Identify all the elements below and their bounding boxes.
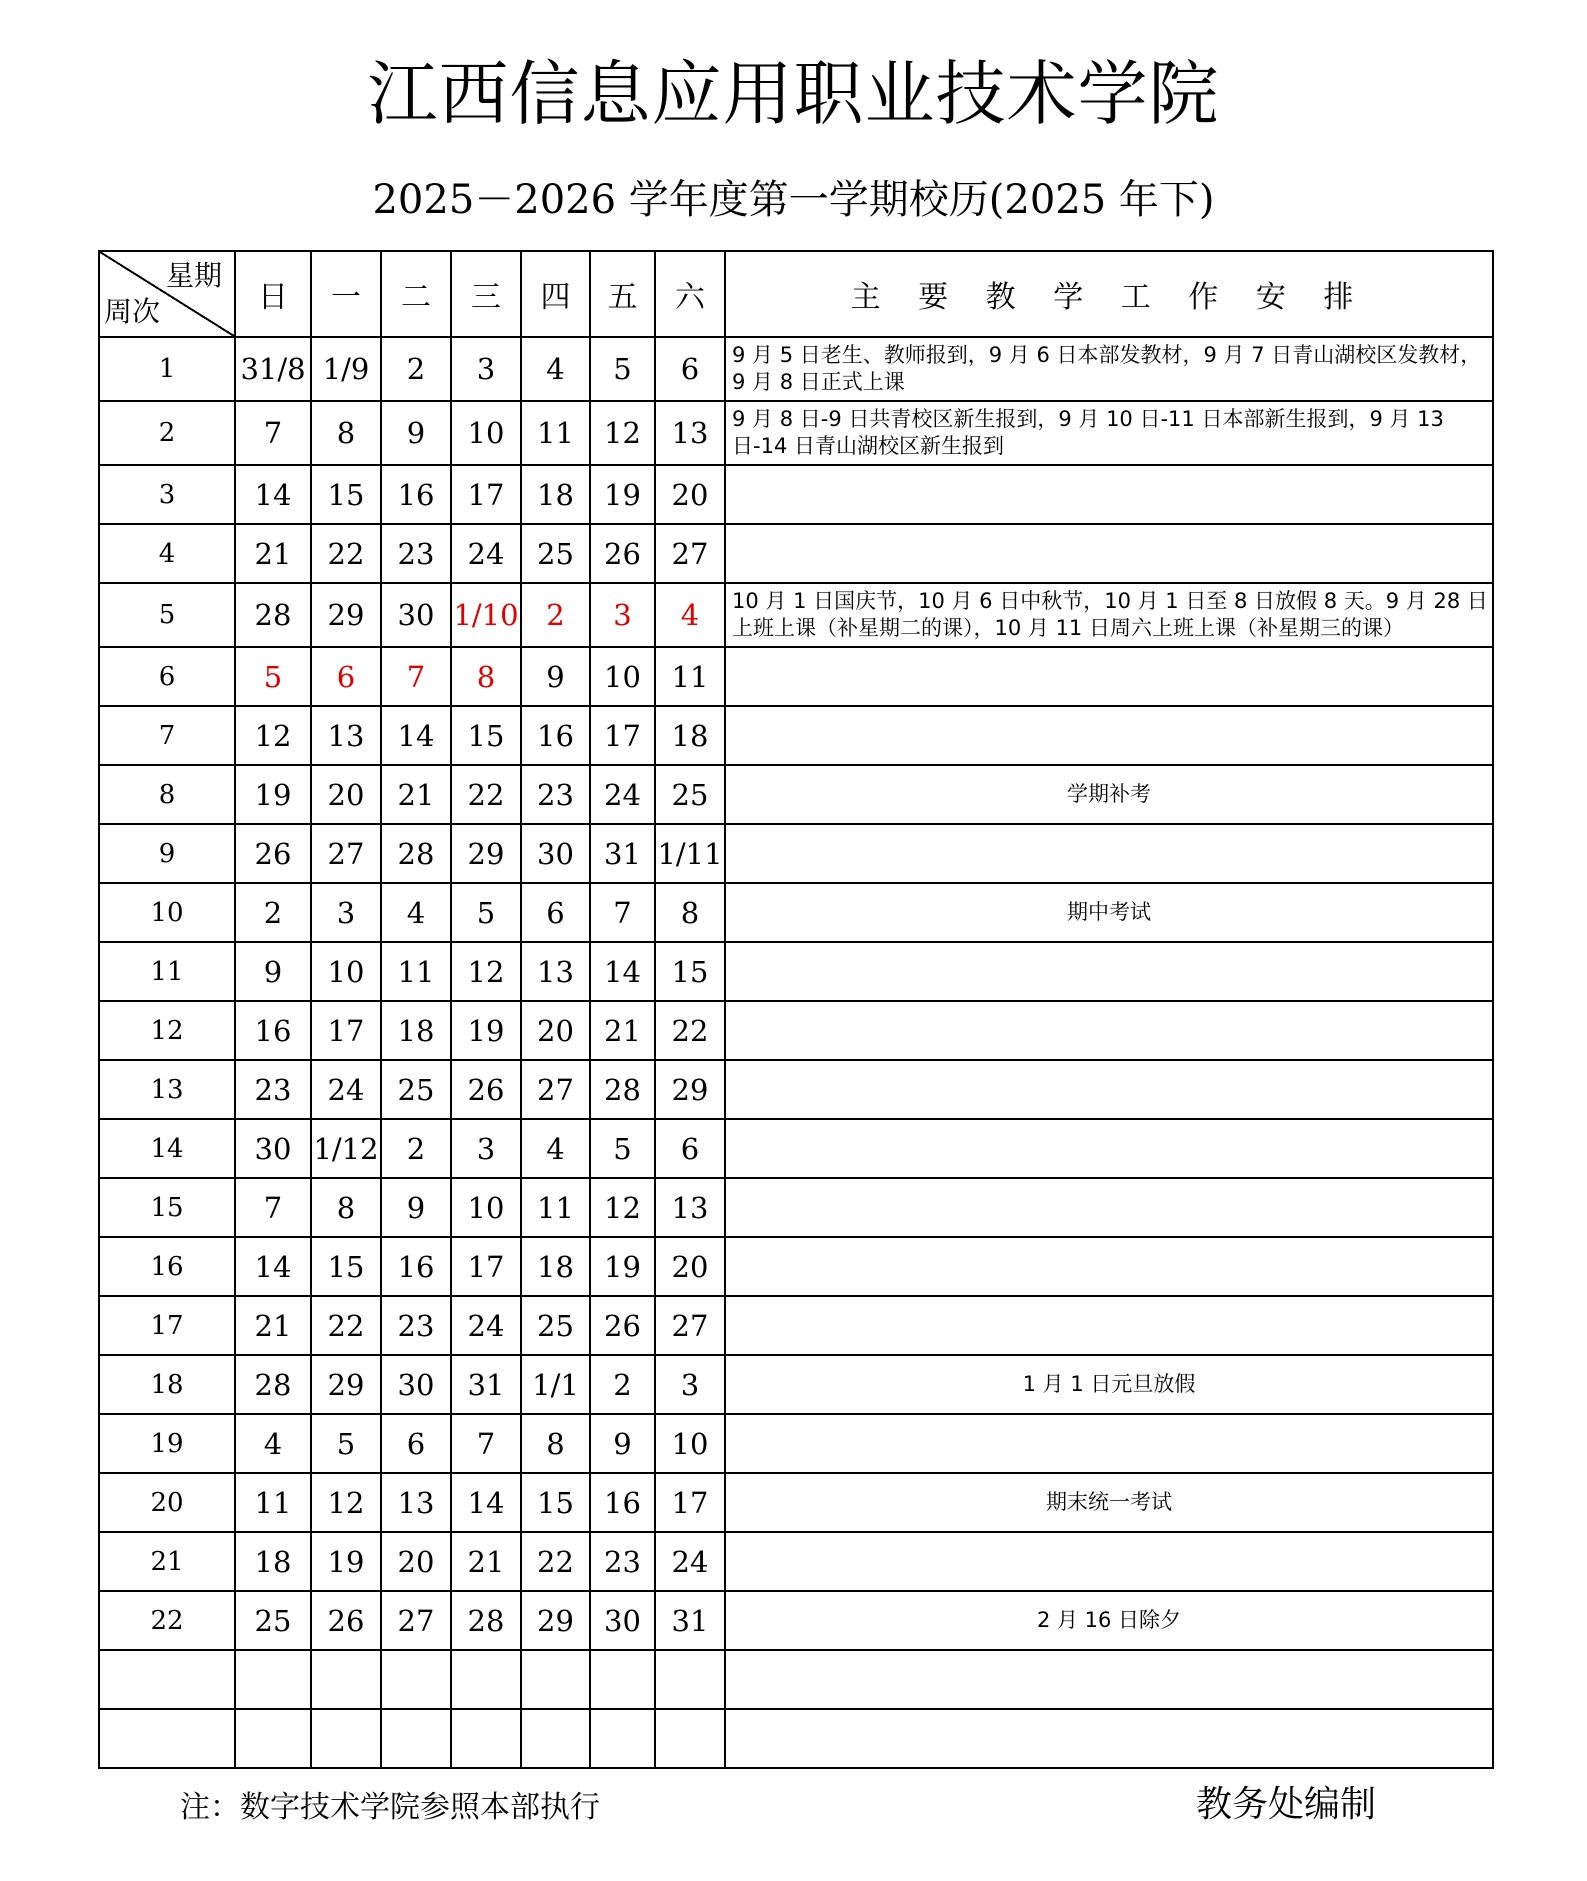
date-cell: 19	[590, 1237, 655, 1296]
date-cell: 12	[311, 1473, 381, 1532]
date-cell: 8	[655, 883, 725, 942]
arrangement-cell	[725, 1001, 1493, 1060]
footer-compiled-by: 教务处编制	[1196, 1784, 1377, 1825]
date-cell: 18	[521, 465, 590, 524]
date-cell: 25	[235, 1591, 311, 1650]
arrangement-cell	[725, 1178, 1493, 1237]
date-cell: 27	[655, 524, 725, 583]
date-cell: 3	[451, 1119, 521, 1178]
date-cell	[451, 1650, 521, 1709]
date-cell: 12	[590, 401, 655, 465]
date-cell: 10	[655, 1414, 725, 1473]
date-cell: 27	[311, 824, 381, 883]
week-row	[99, 824, 1493, 883]
date-cell	[590, 1709, 655, 1768]
date-cell: 3	[311, 883, 381, 942]
arrangement-cell: 2 月 16 日除夕	[725, 1591, 1493, 1650]
date-cell: 9	[590, 1414, 655, 1473]
date-cell: 31	[590, 824, 655, 883]
week-number: 13	[99, 1060, 235, 1119]
date-cell	[235, 1709, 311, 1768]
date-cell: 27	[381, 1591, 451, 1650]
arrangement-cell: 10 月 1 日国庆节，10 月 6 日中秋节，10 月 1 日至 8 日放假 8 天。9 月 28 日上班上课（补星期二的课），10 月 11 日周六上班上课（补星期三的课）	[725, 583, 1493, 647]
date-cell: 30	[590, 1591, 655, 1650]
calendar-table	[98, 250, 1494, 1769]
date-cell: 17	[451, 1237, 521, 1296]
date-cell: 2	[381, 1119, 451, 1178]
date-cell: 13	[655, 1178, 725, 1237]
date-cell: 28	[451, 1591, 521, 1650]
date-cell: 17	[590, 706, 655, 765]
date-cell: 6	[521, 883, 590, 942]
date-cell: 15	[311, 465, 381, 524]
date-cell: 2	[521, 583, 590, 647]
date-cell: 1/1	[521, 1355, 590, 1414]
date-cell: 2	[381, 337, 451, 401]
date-cell	[381, 1650, 451, 1709]
arrangement-cell	[725, 1296, 1493, 1355]
date-cell: 12	[451, 942, 521, 1001]
date-cell: 5	[311, 1414, 381, 1473]
arrangement-cell	[725, 465, 1493, 524]
week-row	[99, 1001, 1493, 1060]
week-row	[99, 1591, 1493, 1650]
date-cell: 21	[451, 1532, 521, 1591]
date-cell: 4	[235, 1414, 311, 1473]
date-cell: 28	[381, 824, 451, 883]
date-cell: 24	[311, 1060, 381, 1119]
footer-note: 注：数字技术学院参照本部执行	[180, 1790, 600, 1825]
date-cell: 14	[451, 1473, 521, 1532]
date-cell: 25	[521, 1296, 590, 1355]
date-cell: 23	[521, 765, 590, 824]
date-cell: 22	[311, 1296, 381, 1355]
date-cell: 23	[590, 1532, 655, 1591]
date-cell: 19	[590, 465, 655, 524]
date-cell: 28	[235, 1355, 311, 1414]
date-cell: 20	[381, 1532, 451, 1591]
date-cell	[521, 1650, 590, 1709]
date-cell: 6	[655, 337, 725, 401]
date-cell: 4	[381, 883, 451, 942]
week-number	[99, 1709, 235, 1768]
date-cell: 26	[235, 824, 311, 883]
arrangement-cell: 期中考试	[725, 883, 1493, 942]
date-cell: 5	[590, 1119, 655, 1178]
arrangement-cell	[725, 1060, 1493, 1119]
date-cell: 28	[590, 1060, 655, 1119]
date-cell: 17	[311, 1001, 381, 1060]
week-number: 19	[99, 1414, 235, 1473]
date-cell: 13	[381, 1473, 451, 1532]
date-cell	[311, 1709, 381, 1768]
week-row	[99, 1650, 1493, 1709]
date-cell: 11	[521, 401, 590, 465]
date-cell	[311, 1650, 381, 1709]
date-cell: 6	[311, 647, 381, 706]
date-cell: 18	[381, 1001, 451, 1060]
date-cell: 18	[521, 1237, 590, 1296]
date-cell: 13	[655, 401, 725, 465]
date-cell: 2	[235, 883, 311, 942]
corner-week-label: 周次	[104, 295, 161, 328]
date-cell: 30	[521, 824, 590, 883]
date-cell: 22	[451, 765, 521, 824]
page-subtitle: 2025－2026 学年度第一学期校历(2025 年下)	[372, 177, 1215, 223]
date-cell: 1/11	[655, 824, 725, 883]
date-cell: 7	[235, 401, 311, 465]
arrangement-cell	[725, 1709, 1493, 1768]
date-cell: 26	[311, 1591, 381, 1650]
date-cell: 21	[381, 765, 451, 824]
date-cell: 14	[235, 465, 311, 524]
week-number: 10	[99, 883, 235, 942]
date-cell: 22	[521, 1532, 590, 1591]
date-cell: 31	[451, 1355, 521, 1414]
arrangement-cell	[725, 1119, 1493, 1178]
week-row	[99, 524, 1493, 583]
header-day-sun: 日	[235, 251, 311, 337]
page-title: 江西信息应用职业技术学院	[367, 53, 1220, 135]
arrangement-cell	[725, 1237, 1493, 1296]
date-cell: 15	[655, 942, 725, 1001]
header-day-tue: 二	[381, 251, 451, 337]
header-row	[99, 251, 1493, 337]
week-row	[99, 583, 1493, 647]
date-cell: 23	[235, 1060, 311, 1119]
header-arrangement: 主 要 教 学 工 作 安 排	[725, 251, 1493, 337]
date-cell: 22	[655, 1001, 725, 1060]
arrangement-cell: 9 月 5 日老生、教师报到，9 月 6 日本部发教材，9 月 7 日青山湖校区发教材，9 月 8 日正式上课	[725, 337, 1493, 401]
date-cell: 10	[451, 401, 521, 465]
date-cell: 14	[590, 942, 655, 1001]
date-cell: 4	[521, 337, 590, 401]
date-cell: 22	[311, 524, 381, 583]
week-number	[99, 1650, 235, 1709]
date-cell: 5	[451, 883, 521, 942]
week-number: 1	[99, 337, 235, 401]
week-number: 17	[99, 1296, 235, 1355]
date-cell: 30	[235, 1119, 311, 1178]
date-cell: 14	[235, 1237, 311, 1296]
week-row	[99, 1414, 1493, 1473]
date-cell	[235, 1650, 311, 1709]
date-cell: 15	[521, 1473, 590, 1532]
date-cell: 4	[655, 583, 725, 647]
week-number: 12	[99, 1001, 235, 1060]
date-cell: 4	[521, 1119, 590, 1178]
date-cell: 8	[521, 1414, 590, 1473]
date-cell: 26	[590, 524, 655, 583]
arrangement-cell	[725, 1532, 1493, 1591]
date-cell: 9	[381, 1178, 451, 1237]
date-cell: 20	[655, 465, 725, 524]
week-row	[99, 706, 1493, 765]
date-cell: 18	[655, 706, 725, 765]
date-cell: 10	[590, 647, 655, 706]
date-cell: 9	[235, 942, 311, 1001]
date-cell: 24	[655, 1532, 725, 1591]
week-row	[99, 1355, 1493, 1414]
date-cell: 28	[235, 583, 311, 647]
week-row	[99, 1237, 1493, 1296]
date-cell: 21	[235, 1296, 311, 1355]
date-cell: 5	[235, 647, 311, 706]
date-cell: 11	[655, 647, 725, 706]
week-number: 9	[99, 824, 235, 883]
week-number: 22	[99, 1591, 235, 1650]
week-row	[99, 1709, 1493, 1768]
date-cell: 23	[381, 1296, 451, 1355]
date-cell: 29	[451, 824, 521, 883]
date-cell: 8	[311, 1178, 381, 1237]
date-cell	[655, 1650, 725, 1709]
week-row	[99, 1473, 1493, 1532]
date-cell: 13	[521, 942, 590, 1001]
header-day-fri: 五	[590, 251, 655, 337]
date-cell: 3	[590, 583, 655, 647]
week-number: 5	[99, 583, 235, 647]
date-cell: 30	[381, 1355, 451, 1414]
date-cell: 18	[235, 1532, 311, 1591]
date-cell: 29	[311, 583, 381, 647]
week-row	[99, 942, 1493, 1001]
date-cell	[521, 1709, 590, 1768]
header-day-thu: 四	[521, 251, 590, 337]
date-cell: 10	[451, 1178, 521, 1237]
arrangement-cell: 期末统一考试	[725, 1473, 1493, 1532]
week-row	[99, 647, 1493, 706]
arrangement-cell	[725, 942, 1493, 1001]
date-cell: 17	[451, 465, 521, 524]
arrangement-cell: 学期补考	[725, 765, 1493, 824]
week-row	[99, 465, 1493, 524]
date-cell: 20	[311, 765, 381, 824]
date-cell: 20	[655, 1237, 725, 1296]
date-cell: 7	[451, 1414, 521, 1473]
arrangement-cell	[725, 647, 1493, 706]
date-cell: 31/8	[235, 337, 311, 401]
arrangement-cell	[725, 1414, 1493, 1473]
date-cell: 21	[590, 1001, 655, 1060]
week-number: 18	[99, 1355, 235, 1414]
date-cell: 1/9	[311, 337, 381, 401]
date-cell: 23	[381, 524, 451, 583]
arrangement-cell: 1 月 1 日元旦放假	[725, 1355, 1493, 1414]
date-cell: 30	[381, 583, 451, 647]
date-cell: 24	[451, 524, 521, 583]
arrangement-cell	[725, 706, 1493, 765]
date-cell: 15	[311, 1237, 381, 1296]
date-cell: 19	[451, 1001, 521, 1060]
date-cell: 19	[311, 1532, 381, 1591]
date-cell	[590, 1650, 655, 1709]
date-cell: 12	[235, 706, 311, 765]
date-cell: 21	[235, 524, 311, 583]
date-cell: 11	[381, 942, 451, 1001]
date-cell: 31	[655, 1591, 725, 1650]
date-cell: 6	[381, 1414, 451, 1473]
date-cell: 9	[381, 401, 451, 465]
week-row	[99, 765, 1493, 824]
date-cell: 3	[451, 337, 521, 401]
date-cell: 19	[235, 765, 311, 824]
date-cell: 16	[521, 706, 590, 765]
date-cell: 16	[590, 1473, 655, 1532]
arrangement-cell: 9 月 8 日-9 日共青校区新生报到，9 月 10 日-11 日本部新生报到，9 月 13 日-14 日青山湖校区新生报到	[725, 401, 1493, 465]
date-cell: 2	[590, 1355, 655, 1414]
date-cell: 26	[451, 1060, 521, 1119]
date-cell: 24	[451, 1296, 521, 1355]
week-number: 14	[99, 1119, 235, 1178]
arrangement-cell	[725, 824, 1493, 883]
arrangement-cell	[725, 1650, 1493, 1709]
week-row	[99, 883, 1493, 942]
date-cell: 5	[590, 337, 655, 401]
date-cell: 14	[381, 706, 451, 765]
week-number: 8	[99, 765, 235, 824]
week-row	[99, 337, 1493, 401]
week-number: 21	[99, 1532, 235, 1591]
date-cell: 25	[381, 1060, 451, 1119]
date-cell: 16	[381, 1237, 451, 1296]
date-cell: 12	[590, 1178, 655, 1237]
date-cell: 29	[521, 1591, 590, 1650]
date-cell: 16	[381, 465, 451, 524]
date-cell: 7	[590, 883, 655, 942]
week-number: 4	[99, 524, 235, 583]
date-cell: 7	[381, 647, 451, 706]
date-cell: 7	[235, 1178, 311, 1237]
date-cell: 9	[521, 647, 590, 706]
week-row	[99, 1178, 1493, 1237]
date-cell: 1/12	[311, 1119, 381, 1178]
week-row	[99, 1060, 1493, 1119]
date-cell: 13	[311, 706, 381, 765]
date-cell: 26	[590, 1296, 655, 1355]
date-cell: 11	[235, 1473, 311, 1532]
date-cell: 17	[655, 1473, 725, 1532]
date-cell: 27	[655, 1296, 725, 1355]
date-cell: 25	[521, 524, 590, 583]
date-cell: 20	[521, 1001, 590, 1060]
header-day-sat: 六	[655, 251, 725, 337]
header-day-wed: 三	[451, 251, 521, 337]
corner-weekday-label: 星期	[165, 259, 222, 292]
date-cell	[655, 1709, 725, 1768]
date-cell: 29	[311, 1355, 381, 1414]
week-row	[99, 1532, 1493, 1591]
week-number: 16	[99, 1237, 235, 1296]
week-number: 6	[99, 647, 235, 706]
date-cell: 8	[451, 647, 521, 706]
date-cell: 11	[521, 1178, 590, 1237]
corner-header	[99, 251, 235, 337]
calendar-body	[99, 337, 1493, 1768]
date-cell: 25	[655, 765, 725, 824]
date-cell: 10	[311, 942, 381, 1001]
week-number: 2	[99, 401, 235, 465]
date-cell: 24	[590, 765, 655, 824]
date-cell: 29	[655, 1060, 725, 1119]
week-row	[99, 1119, 1493, 1178]
week-row	[99, 401, 1493, 465]
week-number: 11	[99, 942, 235, 1001]
date-cell: 6	[655, 1119, 725, 1178]
date-cell: 16	[235, 1001, 311, 1060]
date-cell: 15	[451, 706, 521, 765]
date-cell: 27	[521, 1060, 590, 1119]
week-number: 15	[99, 1178, 235, 1237]
week-number: 3	[99, 465, 235, 524]
date-cell	[451, 1709, 521, 1768]
header-day-mon: 一	[311, 251, 381, 337]
date-cell: 8	[311, 401, 381, 465]
arrangement-cell	[725, 524, 1493, 583]
week-row	[99, 1296, 1493, 1355]
date-cell	[381, 1709, 451, 1768]
date-cell: 1/10	[451, 583, 521, 647]
week-number: 20	[99, 1473, 235, 1532]
week-number: 7	[99, 706, 235, 765]
date-cell: 3	[655, 1355, 725, 1414]
